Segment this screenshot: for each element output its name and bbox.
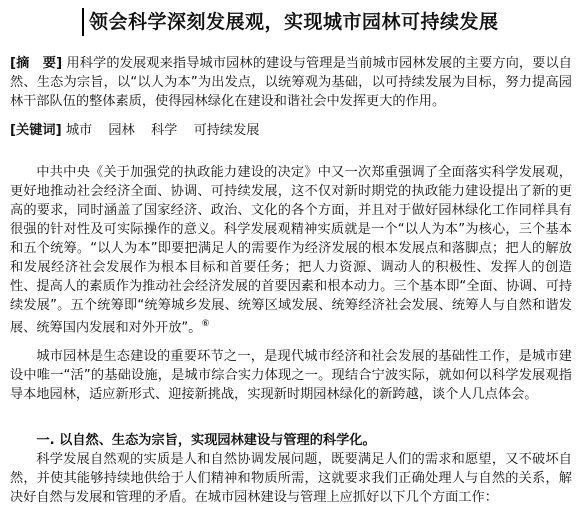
paragraph-text: 中共中央《关于加强党的执政能力建设的决定》中又一次郑重强调了全面落实科学发展观，更好地推动社会经济全面、协调、可持续发展，这不仅对新时期党的执政能力建设提出了新的更高的要求，同时涵盖了国家经济、政治、文化的各个方面，并且对于做好园林绿化工作同样具有很强的针对性及可实际操作的意义。科学发展观精神实质就是一个“以人为本”为核心，三个基本和五个统筹。“以人为本”即要把满足人的需要作为经济发展的根本发展点和落脚点；把人的解放和发展经济社会发展作为根本目标和首要任务；把人力资源、调动人的积极性、发挥人的创造性、提高人的素质作为推动社会经济发展的首要因素和根本动力。三个基本即“全面、协调、可持续发展”。五个统筹即“统筹城乡发展、统筹区域发展、统筹经济社会发展、统筹人与自然和谐发展、统筹国内发展和对外开放” (10, 165, 572, 336)
paragraph-end: 。 (188, 320, 202, 336)
body-paragraph: 科学发展自然观的实质是人和自然协调发展问题，既要满足人们的需求和愿望，又不破坏自然，并使其能够持续地供给于人们精神和物质所需，这就要求我们正确处理人与自然的关系，解决好自然与发展和管理的矛盾。在城市园林建设与管理上应抓好以下几个方面工作： (10, 452, 572, 505)
document-title: 领会科学深刻发展观，实现城市园林可持续发展 (89, 11, 499, 33)
abstract (10, 54, 572, 111)
keyword: 科学 (150, 123, 178, 138)
keywords-label: [关键词] (10, 123, 62, 138)
footnote-marker[interactable]: ⑥ (201, 319, 210, 329)
body-paragraph (10, 163, 572, 344)
keyword: 可持续发展 (193, 123, 260, 138)
abstract-text: 用科学的发展观来指导城市园林的建设与管理是当前城市园林发展的主要方向，要以自然、生态为宗旨，以“以人为本”为出发点，以统筹观为基础，以可持续发展为目标，努力提高园林干部队伍的整体素质，使得园林绿化在建设和谐社会中发挥更大的作用。 (10, 56, 572, 109)
abstract-label: [摘 要] (10, 56, 63, 71)
keyword: 园林 (108, 123, 135, 138)
text-cursor (82, 8, 84, 36)
section-heading: 一. 以自然、生态为宗旨，实现园林建设与管理的科学化。 (36, 433, 376, 448)
keywords (10, 121, 572, 140)
body-paragraph: 城市园林是生态建设的重要环节之一，是现代城市经济和社会发展的基础性工作，是城市建设中唯一“活”的基础设施，是城市综合实力体现之一。现结合宁波实际，就如何以科学发展观指导本地园林，适应新形式、迎接新挑战，实现新时期园林绿化的新跨越，谈个人几点体会。 (10, 349, 572, 402)
keyword: 城市 (65, 123, 93, 138)
